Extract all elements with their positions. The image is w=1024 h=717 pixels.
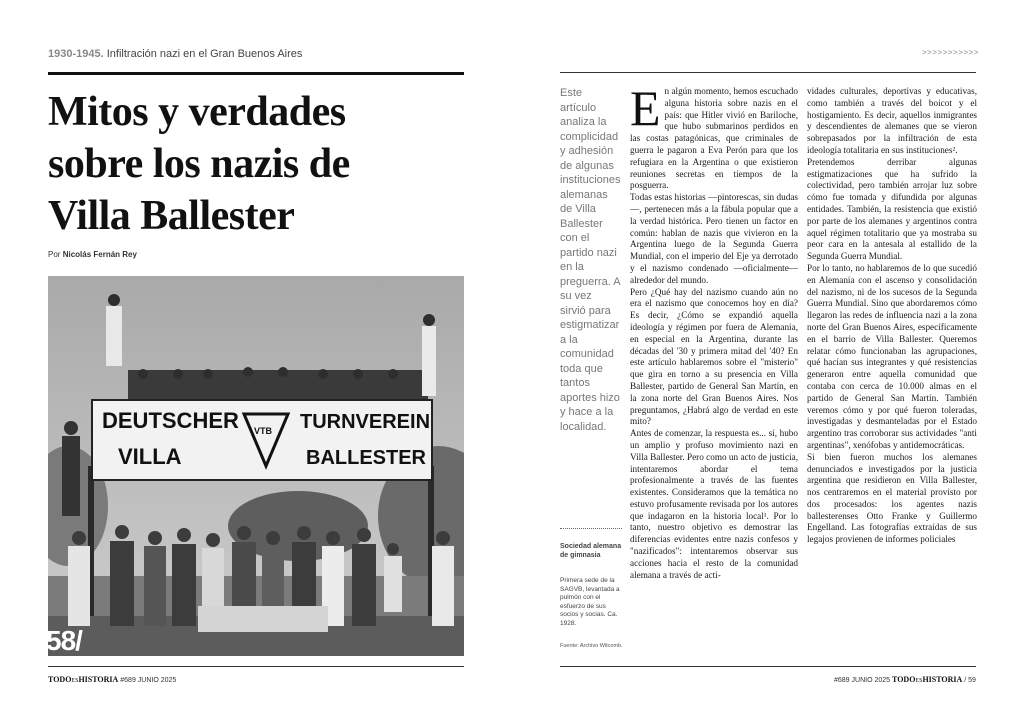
sign-text: VILLA	[118, 444, 182, 469]
footer-rule	[48, 666, 464, 667]
title-line: Villa Ballester	[48, 193, 295, 239]
sign-emblem: VTB	[254, 426, 272, 436]
photo-illustration	[48, 276, 464, 656]
body-column-1	[630, 80, 798, 581]
caption-title: Sociedad alemana de gimnasia	[560, 543, 622, 559]
body-paragraph: Por lo tanto, no hablaremos de lo que sucedió en Alemania con el ascenso y consolidación del nazismo, ni de los sucesos de la Segunda Guerra Mundial. Sino que abordaremos cómo llegaron las redes de influencia nazi a la zona norte del Gran Buenos Aires, específicamente en el barrio de Villa Ballester. Queremos relatar cómo funcionaban las agrupaciones, qué hacían sus integrantes y qué resistencias generaron entre aquella comunidad que contaba con cerca de 10.000 almas en el partido de General San Martín. También veremos cómo y por qué fueron toleradas, investigadas y desmanteladas por el Estado argentino tras corroborar sus actividades "anti argentinas", xenófobas y antidemocráticas.	[807, 262, 977, 450]
body-paragraph: Pretendemos derribar algunas estigmatizaciones que ha sufrido la colectividad, pero también arrojar luz sobre cómo fue tomada y difundida por algunas entidades. También, la resistencia que existió por parte de los alemanes y argentinos contra aquel régimen totalitario que ya mostraba su peor cara en la antesala al estallido de la Segunda Guerra Mundial.	[807, 156, 977, 262]
body-paragraph: n algún momento, hemos escuchado alguna historia sobre nazis en el país: que Hitler vivió en Bariloche, que hubo submarinos perdidos en las costas patagónicas, que criminales de guerra le pagaron a Eva Perón para que los refugiara en la Argentina o que existieron reuniones secretas en tiempos de la posguerra.	[630, 86, 798, 191]
header-rule	[48, 72, 464, 75]
drop-cap: E	[630, 80, 661, 136]
page-number-right: / 59	[964, 677, 976, 684]
section-years: 1930-1945.	[48, 48, 104, 60]
sign-text: TURNVEREIN	[300, 411, 431, 433]
brand-logo: TODOESHISTORIA	[892, 675, 963, 684]
header-rule-right	[560, 72, 976, 73]
body-column-2	[807, 86, 977, 546]
title-line: Mitos y verdades	[48, 89, 346, 135]
body-paragraph: Pero ¿Qué hay del nazismo cuando aún no era el nazismo que conocemos hoy en día? Es decir, ¿Cómo se expandió aquella ideología y régimen por fuera de Alemania, en especial en la Argentina, durante las décadas del '30 y primera mitad del '40? En este artículo hablaremos sobre el "misterio" que gira en torno a su presencia en Villa Ballester, partido de General San Martín, en la zona norte del Gran Buenos Aires. Nos preguntamos, ¿Habrá algo de verdad en este mito?	[630, 286, 798, 427]
caption-body: Primera sede de la SAGVB, levantada a pulmón con el esfuerzo de sus socios y socias. Ca. 1928.	[560, 577, 620, 627]
footer-left	[48, 675, 176, 684]
article-title	[48, 86, 468, 242]
body-paragraph: Si bien fueron muchos los alemanes denunciados e investigados por la justicia argentina que residieron en Villa Ballester, nos centraremos en el material provisto por dos procesados: los agentes nazis ballesterenses Otto Franke y Guillermo Engelland. Las fotografías extraídas de sus legajos provienen de informes policiales	[807, 451, 977, 545]
author-name: Nicolás Fernán Rey	[62, 250, 137, 259]
issue-info: #689 JUNIO 2025	[834, 677, 891, 684]
brand-logo: TODOESHISTORIA	[48, 675, 119, 684]
byline	[48, 250, 137, 259]
sign-text: BALLESTER	[306, 447, 426, 469]
body-paragraph: Antes de comenzar, la respuesta es... sí, hubo un amplio y profuso movimiento nazi en Villa Ballester. Pero como un acto de justicia, intentaremos abordar el tema profesionalmente a través de las fuentes existentes. Consideramos que la temática no estuvo profusamente revisada por los autores que indagaron en la historia local¹. Por lo tanto, nuestro objetivo es demostrar las diferencias evidentes entre nazis confesos y "nazificados": intentaremos observar sus acciones hacia el resto de la comunidad alemana a través de acti-	[630, 428, 798, 580]
issue-info: #689 JUNIO 2025	[120, 677, 177, 684]
footer-right	[834, 675, 976, 684]
byline-prefix: Por	[48, 250, 61, 259]
page-number-left: 58/	[46, 625, 82, 656]
section-title: Infiltración nazi en el Gran Buenos Aires	[106, 48, 303, 60]
body-paragraph: Todas estas historias —pintorescas, sin dudas—, pertenecen más a la fábula popular que a la verdad histórica. Pero tienen un factor en común: hablan de nazis que vivieron en la Argentina luego de la Segunda Guerra Mundial, con el imperio del Eje ya derrotado y el nazismo condenado —oficialmente— alrededor del mundo.	[630, 192, 798, 285]
body-paragraph: vidades culturales, deportivas y educativas, como también a través del boicot y el hostigamiento. Es decir, aquellos inmigrantes y descendientes de alemanes que se vieron sobrepasados por la infiltración de esta ideología totalitaria en sus instituciones².	[807, 86, 977, 155]
article-intro: Este artículo analiza la complicidad y adhesión de algunas instituciones alemanas de Villa Ballester con el partido nazi en la preguerra. A su vez sirvió para estigmatizar a la comunidad toda que tantos aportes hizo y hace a la localidad.	[560, 87, 621, 433]
title-line: sobre los nazis de	[48, 141, 350, 187]
historic-photo	[48, 276, 464, 656]
footer-rule-right	[560, 666, 976, 667]
caption-divider	[560, 528, 622, 529]
continue-arrows: >>>>>>>>>>>	[922, 48, 979, 57]
section-header	[48, 48, 302, 60]
photo-source: Fuente: Archivo Witcomb.	[560, 643, 623, 649]
sign-text: DEUTSCHER	[102, 408, 239, 433]
